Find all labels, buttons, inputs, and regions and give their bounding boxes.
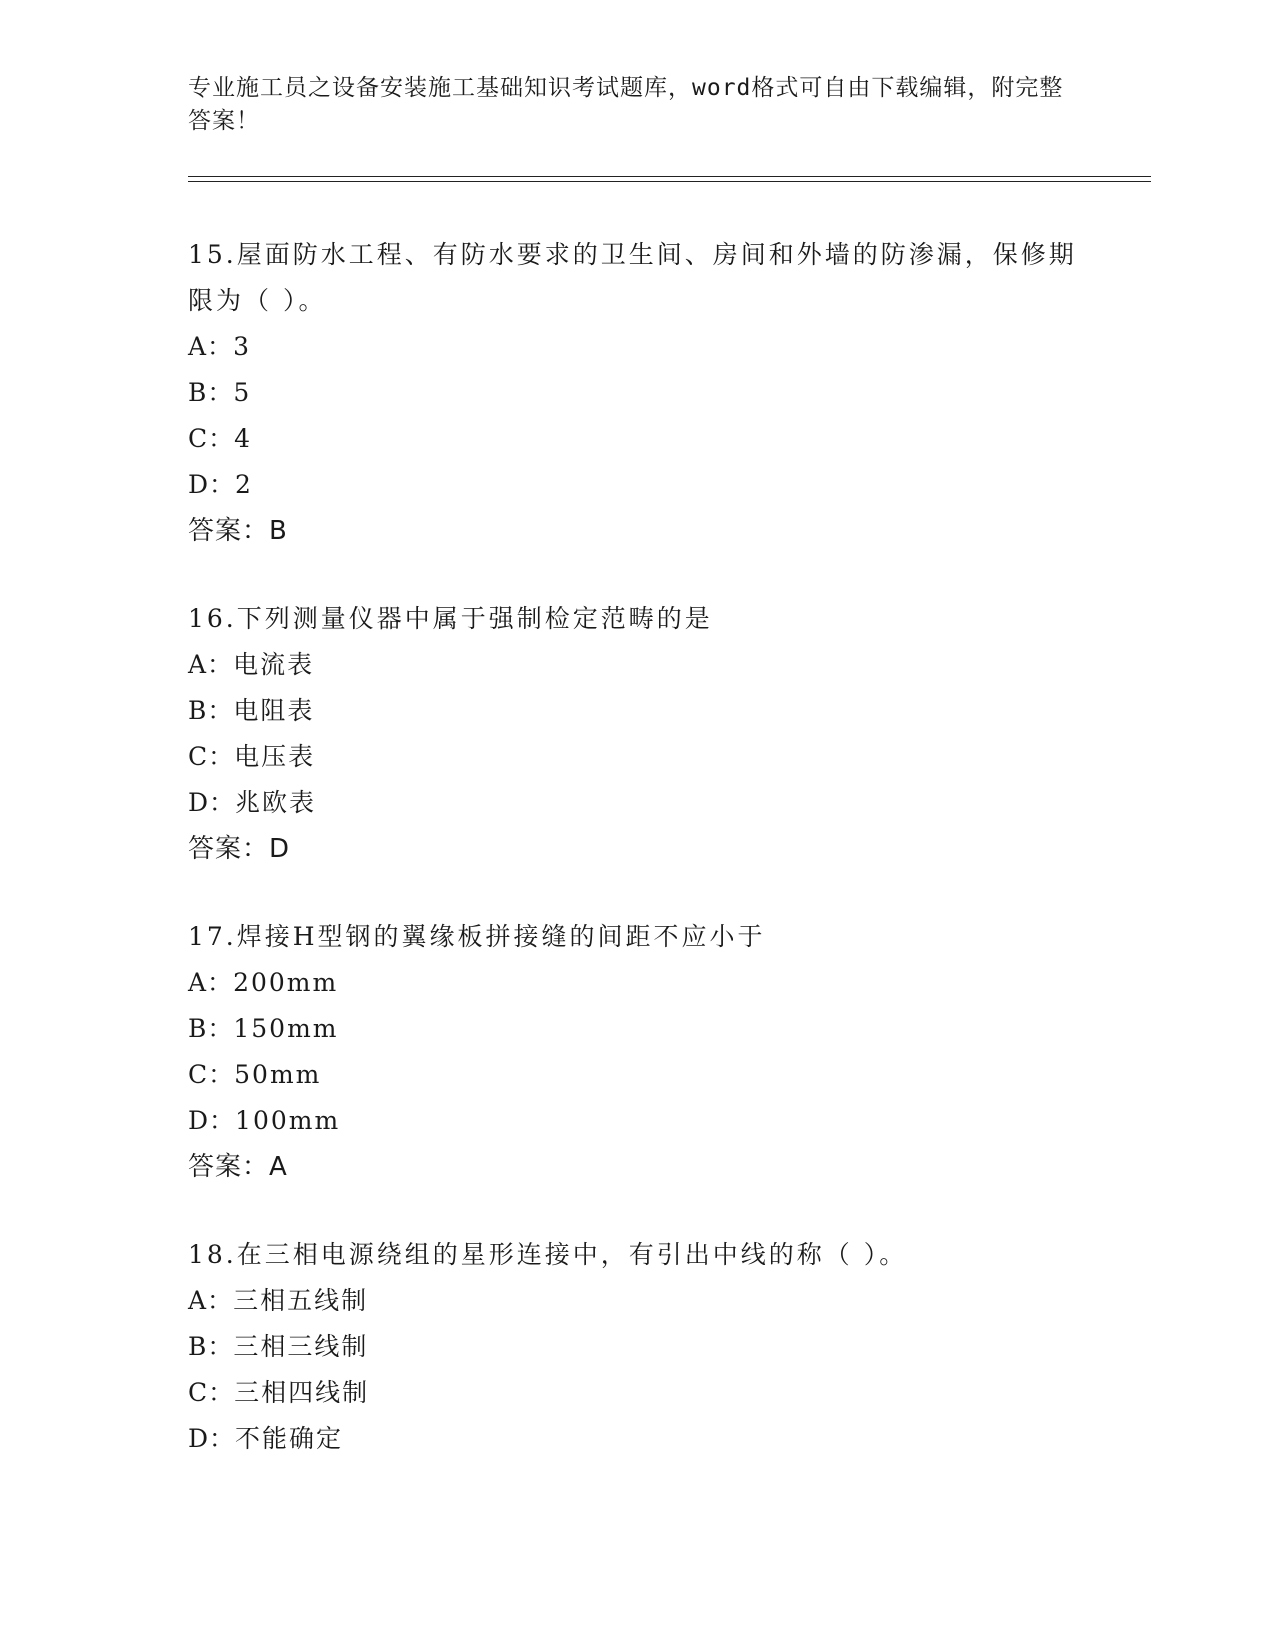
option-text: 2	[235, 470, 253, 499]
question-stem: 17.焊接H型钢的翼缘板拼接缝的间距不应小于	[188, 922, 766, 951]
option-text: 三相五线制	[233, 1286, 369, 1315]
option-d	[188, 1098, 1088, 1144]
option-b	[188, 1324, 1088, 1370]
option-letter: A：	[188, 968, 234, 997]
option-a	[188, 324, 1088, 370]
option-a	[188, 960, 1088, 1006]
option-letter: D：	[188, 470, 236, 499]
option-text: 100mm	[235, 1106, 341, 1135]
option-c	[188, 416, 1088, 462]
option-letter: C：	[188, 424, 235, 453]
option-letter: C：	[188, 742, 235, 771]
question-stem: 16.下列测量仪器中属于强制检定范畴的是	[188, 604, 713, 633]
option-text: 电压表	[234, 742, 316, 771]
option-text: 三相四线制	[234, 1378, 370, 1407]
question-stem: 15.屋面防水工程、有防水要求的卫生间、房间和外墙的防渗漏，保修期限为（ ）。	[188, 240, 1077, 315]
header-divider-bottom	[188, 181, 1151, 182]
option-letter: B：	[188, 1014, 234, 1043]
option-c	[188, 734, 1088, 780]
option-text: 50mm	[234, 1060, 322, 1089]
question-stem: 18.在三相电源绕组的星形连接中，有引出中线的称（ ）。	[188, 1240, 908, 1269]
option-d	[188, 462, 1088, 508]
question-15	[188, 232, 1088, 554]
option-b	[188, 688, 1088, 734]
answer-line: 答案：A	[188, 1152, 288, 1182]
option-d	[188, 1416, 1088, 1462]
option-letter: A：	[188, 332, 234, 361]
option-letter: C：	[188, 1378, 235, 1407]
option-d	[188, 780, 1088, 826]
option-text: 兆欧表	[235, 788, 317, 817]
question-17	[188, 914, 1088, 1190]
answer-line: 答案：B	[188, 516, 288, 546]
option-letter: A：	[188, 1286, 234, 1315]
option-a	[188, 642, 1088, 688]
option-c	[188, 1370, 1088, 1416]
option-letter: D：	[188, 1424, 236, 1453]
option-letter: B：	[188, 378, 234, 407]
option-text: 5	[233, 378, 252, 407]
option-text: 不能确定	[235, 1424, 344, 1453]
question-18	[188, 1232, 1088, 1462]
option-text: 3	[233, 332, 251, 361]
header-divider-top	[188, 176, 1151, 177]
option-a	[188, 1278, 1088, 1324]
question-16	[188, 596, 1088, 872]
option-text: 4	[234, 424, 253, 453]
option-text: 150mm	[233, 1014, 339, 1043]
option-text: 电阻表	[233, 696, 315, 725]
option-text: 电流表	[233, 650, 315, 679]
option-letter: B：	[188, 1332, 234, 1361]
option-text: 三相三线制	[233, 1332, 369, 1361]
option-letter: B：	[188, 696, 234, 725]
option-text: 200mm	[233, 968, 339, 997]
option-letter: C：	[188, 1060, 235, 1089]
option-letter: D：	[188, 788, 236, 817]
option-b	[188, 1006, 1088, 1052]
option-letter: A：	[188, 650, 234, 679]
document-header: 专业施工员之设备安装施工基础知识考试题库，word格式可自由下载编辑，附完整答案！	[188, 75, 1064, 134]
option-b	[188, 370, 1088, 416]
option-letter: D：	[188, 1106, 236, 1135]
option-c	[188, 1052, 1088, 1098]
answer-line: 答案：D	[188, 834, 291, 864]
